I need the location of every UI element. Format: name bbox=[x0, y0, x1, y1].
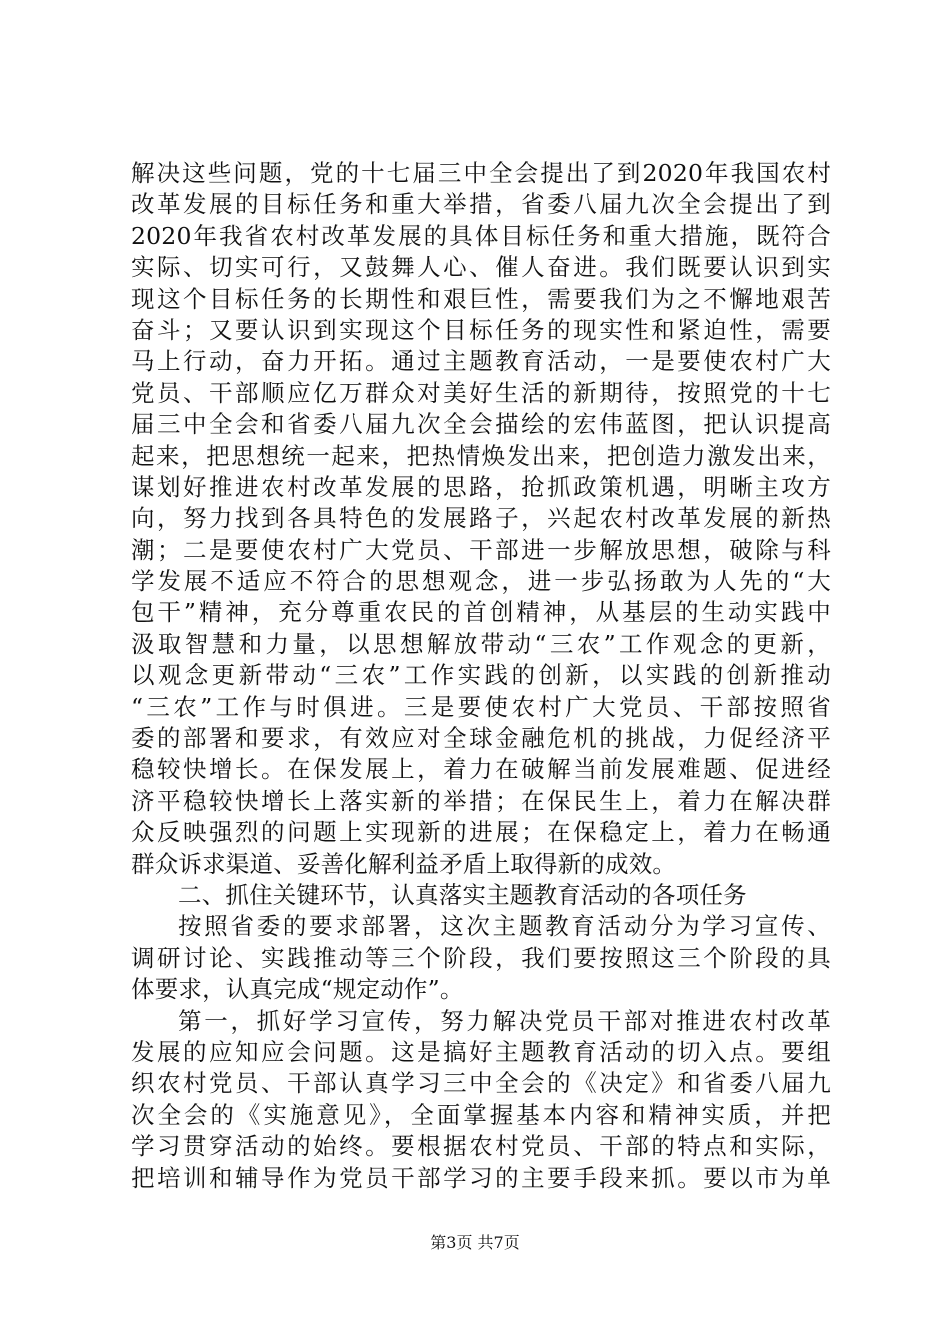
text-line: 次全会的《实施意见》，全面掌握基本内容和精神实质，并把 bbox=[131, 1100, 831, 1129]
text-line: 发展的应知应会问题。这是搞好主题教育活动的切入点。要组 bbox=[131, 1037, 831, 1066]
text-line: 稳较快增长。在保发展上，着力在破解当前发展难题、促进经 bbox=[131, 755, 831, 784]
text-line: 体要求，认真完成“规定动作”。 bbox=[131, 975, 464, 1004]
text-line: 济平稳较快增长上落实新的举措；在保民生上，着力在解决群 bbox=[131, 786, 831, 815]
text-line: 第一，抓好学习宣传，努力解决党员干部对推进农村改革 bbox=[178, 1006, 831, 1035]
text-line: 2020年我省农村改革发展的具体目标任务和重大措施，既符合 bbox=[131, 221, 831, 250]
text-line: 潮；二是要使农村广大党员、干部进一步解放思想，破除与科 bbox=[131, 535, 831, 564]
text-line: 把培训和辅导作为党员干部学习的主要手段来抓。要以市为单 bbox=[131, 1163, 831, 1192]
text-line: 群众诉求渠道、妥善化解利益矛盾上取得新的成效。 bbox=[131, 849, 677, 878]
text-line: 调研讨论、实践推动等三个阶段，我们要按照这三个阶段的具 bbox=[131, 943, 831, 972]
text-line: 向，努力找到各具特色的发展路子，兴起农村改革发展的新热 bbox=[131, 504, 831, 533]
text-line: 按照省委的要求部署，这次主题教育活动分为学习宣传、 bbox=[178, 912, 831, 941]
text-line: 学发展不适应不符合的思想观念，进一步弘扬敢为人先的“大 bbox=[131, 567, 831, 596]
text-line: 谋划好推进农村改革发展的思路，抢抓政策机遇，明晰主攻方 bbox=[131, 472, 831, 501]
text-line: 马上行动，奋力开拓。通过主题教育活动，一是要使农村广大 bbox=[131, 347, 831, 376]
page-number-footer: 第3页 共7页 bbox=[430, 1233, 520, 1252]
text-line: 现这个目标任务的长期性和艰巨性，需要我们为之不懈地艰苦 bbox=[131, 284, 831, 313]
text-line: 实际、切实可行，又鼓舞人心、催人奋进。我们既要认识到实 bbox=[131, 253, 831, 282]
text-line: “三农”工作与时俱进。三是要使农村广大党员、干部按照省 bbox=[131, 692, 831, 721]
section-heading: 二、抓住关键环节，认真落实主题教育活动的各项任务 bbox=[178, 880, 747, 909]
document-body bbox=[131, 158, 831, 1194]
text-line: 届三中全会和省委八届九次全会描绘的宏伟蓝图，把认识提高 bbox=[131, 410, 831, 439]
text-line: 委的部署和要求，有效应对全球金融危机的挑战，力促经济平 bbox=[131, 724, 831, 753]
text-line: 改革发展的目标任务和重大举措，省委八届九次全会提出了到 bbox=[131, 190, 831, 219]
text-line: 汲取智慧和力量，以思想解放带动“三农”工作观念的更新， bbox=[131, 629, 831, 658]
text-line: 解决这些问题，党的十七届三中全会提出了到2020年我国农村 bbox=[131, 159, 831, 187]
text-line: 奋斗；又要认识到实现这个目标任务的现实性和紧迫性，需要 bbox=[131, 315, 831, 344]
text-line: 织农村党员、干部认真学习三中全会的《决定》和省委八届九 bbox=[131, 1069, 831, 1098]
text-line: 起来，把思想统一起来，把热情焕发出来，把创造力激发出来， bbox=[131, 441, 831, 470]
text-line: 以观念更新带动“三农”工作实践的创新，以实践的创新推动 bbox=[131, 661, 831, 690]
text-line: 众反映强烈的问题上实现新的进展；在保稳定上，着力在畅通 bbox=[131, 818, 831, 847]
text-line: 包干”精神，充分尊重农民的首创精神，从基层的生动实践中 bbox=[131, 598, 831, 627]
text-line: 党员、干部顺应亿万群众对美好生活的新期待，按照党的十七 bbox=[131, 378, 831, 407]
text-line: 学习贯穿活动的始终。要根据农村党员、干部的特点和实际， bbox=[131, 1132, 831, 1161]
